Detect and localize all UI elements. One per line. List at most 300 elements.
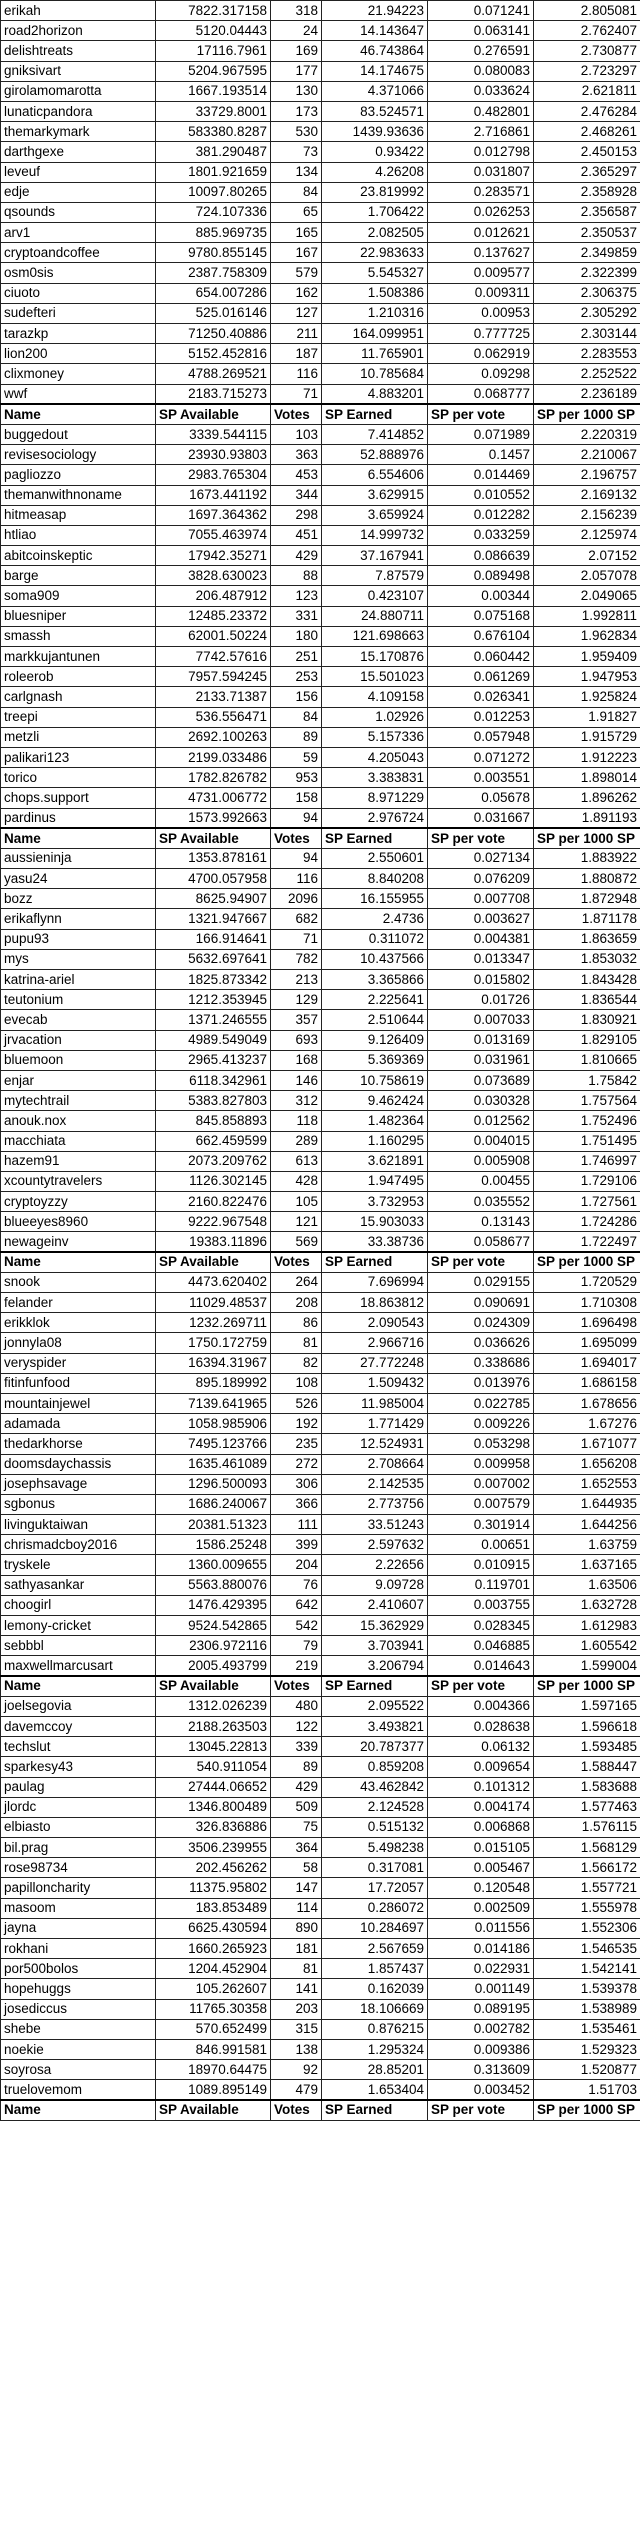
table-row bbox=[1, 647, 640, 667]
table-row bbox=[1, 1171, 640, 1191]
cell-sp-available: 17942.35271 bbox=[156, 546, 271, 566]
cell-name: qsounds bbox=[1, 202, 156, 222]
cell-sp-per-1000: 1.863659 bbox=[534, 929, 640, 949]
cell-sp-per-1000: 2.762407 bbox=[534, 21, 640, 41]
cell-name: wwf bbox=[1, 384, 156, 404]
cell-votes: 264 bbox=[271, 1272, 322, 1292]
cell-sp-earned: 1.02926 bbox=[322, 707, 428, 727]
cell-votes: 318 bbox=[271, 1, 322, 21]
cell-sp-available: 206.487912 bbox=[156, 586, 271, 606]
cell-sp-available: 654.007286 bbox=[156, 283, 271, 303]
table-row bbox=[1, 929, 640, 949]
cell-sp-available: 5152.452816 bbox=[156, 344, 271, 364]
cell-sp-per-1000: 1.898014 bbox=[534, 768, 640, 788]
table-row bbox=[1, 223, 640, 243]
cell-name: themarkymark bbox=[1, 122, 156, 142]
cell-votes: 204 bbox=[271, 1555, 322, 1575]
cell-sp-available: 1312.026239 bbox=[156, 1696, 271, 1716]
cell-sp-per-vote: 0.031961 bbox=[428, 1050, 534, 1070]
table-row bbox=[1, 949, 640, 969]
cell-sp-per-vote: 0.063141 bbox=[428, 21, 534, 41]
table-row bbox=[1, 2039, 640, 2059]
cell-sp-per-1000: 1.605542 bbox=[534, 1636, 640, 1656]
cell-votes: 399 bbox=[271, 1535, 322, 1555]
cell-sp-earned: 0.317081 bbox=[322, 1858, 428, 1878]
cell-name: elbiasto bbox=[1, 1817, 156, 1837]
table-row bbox=[1, 2060, 640, 2080]
cell-name: mountainjewel bbox=[1, 1393, 156, 1413]
cell-sp-per-vote: 0.062919 bbox=[428, 344, 534, 364]
cell-votes: 526 bbox=[271, 1393, 322, 1413]
cell-sp-earned: 14.143647 bbox=[322, 21, 428, 41]
cell-sp-per-1000: 2.805081 bbox=[534, 1, 640, 21]
cell-sp-available: 1673.441192 bbox=[156, 485, 271, 505]
cell-sp-per-1000: 1.959409 bbox=[534, 647, 640, 667]
cell-sp-available: 5632.697641 bbox=[156, 949, 271, 969]
cell-name: lion200 bbox=[1, 344, 156, 364]
cell-sp-per-vote: 0.137627 bbox=[428, 243, 534, 263]
cell-name: metzli bbox=[1, 727, 156, 747]
cell-votes: 105 bbox=[271, 1192, 322, 1212]
cell-votes: 118 bbox=[271, 1111, 322, 1131]
cell-name: truelovemom bbox=[1, 2080, 156, 2100]
cell-votes: 177 bbox=[271, 61, 322, 81]
cell-sp-per-vote: 0.009311 bbox=[428, 283, 534, 303]
cell-sp-per-vote: 0.00455 bbox=[428, 1171, 534, 1191]
cell-sp-earned: 3.629915 bbox=[322, 485, 428, 505]
cell-sp-per-vote: 0.06132 bbox=[428, 1737, 534, 1757]
cell-votes: 953 bbox=[271, 768, 322, 788]
cell-sp-earned: 3.365866 bbox=[322, 970, 428, 990]
table-row bbox=[1, 1494, 640, 1514]
cell-name: paulag bbox=[1, 1777, 156, 1797]
table-row bbox=[1, 1555, 640, 1575]
cell-sp-per-1000: 1.632728 bbox=[534, 1595, 640, 1615]
cell-votes: 59 bbox=[271, 747, 322, 767]
cell-votes: 114 bbox=[271, 1898, 322, 1918]
cell-sp-per-vote: 0.031667 bbox=[428, 808, 534, 828]
cell-sp-per-vote: 0.030328 bbox=[428, 1091, 534, 1111]
header-sp-per-1000: SP per 1000 SP bbox=[534, 2100, 640, 2120]
cell-votes: 682 bbox=[271, 909, 322, 929]
cell-sp-earned: 2.142535 bbox=[322, 1474, 428, 1494]
cell-sp-earned: 4.371066 bbox=[322, 81, 428, 101]
cell-votes: 162 bbox=[271, 283, 322, 303]
cell-name: enjar bbox=[1, 1070, 156, 1090]
cell-sp-available: 1126.302145 bbox=[156, 1171, 271, 1191]
cell-sp-earned: 2.082505 bbox=[322, 223, 428, 243]
cell-name: roleerob bbox=[1, 667, 156, 687]
cell-sp-available: 27444.06652 bbox=[156, 1777, 271, 1797]
table-row bbox=[1, 1111, 640, 1131]
table-row bbox=[1, 606, 640, 626]
cell-name: gniksivart bbox=[1, 61, 156, 81]
cell-sp-per-1000: 1.947953 bbox=[534, 667, 640, 687]
cell-name: xcountytravelers bbox=[1, 1171, 156, 1191]
cell-sp-per-1000: 2.322399 bbox=[534, 263, 640, 283]
table-row bbox=[1, 848, 640, 868]
cell-sp-per-1000: 1.829105 bbox=[534, 1030, 640, 1050]
cell-sp-per-1000: 1.588447 bbox=[534, 1757, 640, 1777]
cell-votes: 344 bbox=[271, 485, 322, 505]
table-row bbox=[1, 465, 640, 485]
cell-sp-available: 1825.873342 bbox=[156, 970, 271, 990]
cell-sp-earned: 7.87579 bbox=[322, 566, 428, 586]
header-name: Name bbox=[1, 404, 156, 424]
cell-name: themanwithnoname bbox=[1, 485, 156, 505]
cell-votes: 298 bbox=[271, 505, 322, 525]
table-row bbox=[1, 1918, 640, 1938]
cell-sp-available: 8625.94907 bbox=[156, 889, 271, 909]
table-row bbox=[1, 1757, 640, 1777]
cell-votes: 86 bbox=[271, 1313, 322, 1333]
cell-votes: 357 bbox=[271, 1010, 322, 1030]
cell-sp-per-1000: 1.720529 bbox=[534, 1272, 640, 1292]
cell-name: josediccus bbox=[1, 1999, 156, 2019]
cell-sp-available: 2965.413237 bbox=[156, 1050, 271, 1070]
cell-sp-per-1000: 2.730877 bbox=[534, 41, 640, 61]
header-sp-earned: SP Earned bbox=[322, 404, 428, 424]
cell-sp-earned: 2.773756 bbox=[322, 1494, 428, 1514]
cell-sp-earned: 2.124528 bbox=[322, 1797, 428, 1817]
cell-name: jrvacation bbox=[1, 1030, 156, 1050]
header-sp-available: SP Available bbox=[156, 828, 271, 848]
cell-votes: 219 bbox=[271, 1656, 322, 1676]
cell-name: pagliozzo bbox=[1, 465, 156, 485]
table-row bbox=[1, 2019, 640, 2039]
cell-votes: 213 bbox=[271, 970, 322, 990]
cell-sp-per-1000: 1.568129 bbox=[534, 1838, 640, 1858]
cell-votes: 480 bbox=[271, 1696, 322, 1716]
table-row bbox=[1, 202, 640, 222]
cell-sp-per-vote: 0.012621 bbox=[428, 223, 534, 243]
cell-votes: 89 bbox=[271, 727, 322, 747]
cell-sp-available: 1321.947667 bbox=[156, 909, 271, 929]
cell-name: anouk.nox bbox=[1, 1111, 156, 1131]
cell-sp-earned: 3.206794 bbox=[322, 1656, 428, 1676]
cell-sp-available: 16394.31967 bbox=[156, 1353, 271, 1373]
cell-votes: 509 bbox=[271, 1797, 322, 1817]
cell-sp-earned: 7.414852 bbox=[322, 424, 428, 444]
cell-sp-earned: 0.876215 bbox=[322, 2019, 428, 2039]
cell-sp-per-vote: 0.007002 bbox=[428, 1474, 534, 1494]
header-name: Name bbox=[1, 1252, 156, 1272]
cell-sp-per-vote: 0.010915 bbox=[428, 1555, 534, 1575]
cell-sp-per-1000: 1.843428 bbox=[534, 970, 640, 990]
cell-sp-per-vote: 0.033259 bbox=[428, 525, 534, 545]
cell-sp-per-1000: 1.596618 bbox=[534, 1716, 640, 1736]
cell-sp-per-vote: 0.00953 bbox=[428, 303, 534, 323]
cell-sp-per-1000: 1.546535 bbox=[534, 1939, 640, 1959]
cell-sp-available: 2005.493799 bbox=[156, 1656, 271, 1676]
cell-name: macchiata bbox=[1, 1131, 156, 1151]
cell-sp-earned: 2.4736 bbox=[322, 909, 428, 929]
cell-sp-per-1000: 1.583688 bbox=[534, 1777, 640, 1797]
cell-name: buggedout bbox=[1, 424, 156, 444]
cell-sp-available: 1346.800489 bbox=[156, 1797, 271, 1817]
cell-sp-per-vote: 0.026341 bbox=[428, 687, 534, 707]
cell-votes: 173 bbox=[271, 101, 322, 121]
cell-sp-per-vote: 0.028345 bbox=[428, 1616, 534, 1636]
cell-sp-available: 1660.265923 bbox=[156, 1939, 271, 1959]
cell-sp-per-vote: 0.301914 bbox=[428, 1515, 534, 1535]
header-name: Name bbox=[1, 1676, 156, 1696]
cell-votes: 116 bbox=[271, 869, 322, 889]
cell-votes: 180 bbox=[271, 626, 322, 646]
cell-sp-per-vote: 0.283571 bbox=[428, 182, 534, 202]
table-row bbox=[1, 1050, 640, 1070]
cell-sp-earned: 1439.93636 bbox=[322, 122, 428, 142]
cell-votes: 141 bbox=[271, 1979, 322, 1999]
cell-sp-per-vote: 0.014469 bbox=[428, 465, 534, 485]
cell-sp-available: 4700.057958 bbox=[156, 869, 271, 889]
cell-sp-per-1000: 1.557721 bbox=[534, 1878, 640, 1898]
cell-sp-available: 9780.855145 bbox=[156, 243, 271, 263]
cell-sp-per-vote: 0.013347 bbox=[428, 949, 534, 969]
cell-name: girolamomarotta bbox=[1, 81, 156, 101]
cell-sp-available: 724.107336 bbox=[156, 202, 271, 222]
cell-sp-earned: 22.983633 bbox=[322, 243, 428, 263]
header-name: Name bbox=[1, 828, 156, 848]
cell-sp-earned: 2.510644 bbox=[322, 1010, 428, 1030]
table-row bbox=[1, 1515, 640, 1535]
cell-sp-per-vote: 0.014186 bbox=[428, 1939, 534, 1959]
cell-votes: 428 bbox=[271, 1171, 322, 1191]
cell-votes: 158 bbox=[271, 788, 322, 808]
header-sp-per-vote: SP per vote bbox=[428, 1676, 534, 1696]
cell-sp-per-vote: 0.482801 bbox=[428, 101, 534, 121]
cell-sp-available: 9524.542865 bbox=[156, 1616, 271, 1636]
table-row bbox=[1, 142, 640, 162]
cell-sp-earned: 2.22656 bbox=[322, 1555, 428, 1575]
table-row bbox=[1, 1212, 640, 1232]
cell-votes: 108 bbox=[271, 1373, 322, 1393]
cell-sp-per-1000: 1.757564 bbox=[534, 1091, 640, 1111]
cell-votes: 181 bbox=[271, 1939, 322, 1959]
cell-sp-per-vote: 0.003755 bbox=[428, 1595, 534, 1615]
cell-sp-per-1000: 2.305292 bbox=[534, 303, 640, 323]
cell-sp-per-vote: 0.00651 bbox=[428, 1535, 534, 1555]
cell-name: htliao bbox=[1, 525, 156, 545]
cell-sp-per-vote: 0.004015 bbox=[428, 1131, 534, 1151]
cell-sp-per-1000: 2.468261 bbox=[534, 122, 640, 142]
cell-sp-earned: 10.785684 bbox=[322, 364, 428, 384]
table-row bbox=[1, 263, 640, 283]
cell-sp-available: 6625.430594 bbox=[156, 1918, 271, 1938]
cell-sp-per-vote: 0.031807 bbox=[428, 162, 534, 182]
cell-name: newageinv bbox=[1, 1232, 156, 1252]
cell-sp-per-vote: 0.004381 bbox=[428, 929, 534, 949]
cell-sp-available: 11375.95802 bbox=[156, 1878, 271, 1898]
cell-name: leveuf bbox=[1, 162, 156, 182]
cell-votes: 130 bbox=[271, 81, 322, 101]
cell-sp-available: 1204.452904 bbox=[156, 1959, 271, 1979]
cell-name: jlordc bbox=[1, 1797, 156, 1817]
table-row bbox=[1, 424, 640, 444]
header-sp-per-vote: SP per vote bbox=[428, 2100, 534, 2120]
cell-sp-earned: 11.765901 bbox=[322, 344, 428, 364]
cell-sp-earned: 18.106669 bbox=[322, 1999, 428, 2019]
cell-sp-per-vote: 0.080083 bbox=[428, 61, 534, 81]
cell-votes: 134 bbox=[271, 162, 322, 182]
cell-sp-per-vote: 0.777725 bbox=[428, 324, 534, 344]
cell-name: road2horizon bbox=[1, 21, 156, 41]
cell-sp-available: 71250.40886 bbox=[156, 324, 271, 344]
cell-sp-per-1000: 1.925824 bbox=[534, 687, 640, 707]
table-row bbox=[1, 990, 640, 1010]
cell-sp-available: 846.991581 bbox=[156, 2039, 271, 2059]
header-votes: Votes bbox=[271, 404, 322, 424]
cell-votes: 366 bbox=[271, 1494, 322, 1514]
cell-sp-earned: 5.498238 bbox=[322, 1838, 428, 1858]
cell-votes: 272 bbox=[271, 1454, 322, 1474]
cell-votes: 339 bbox=[271, 1737, 322, 1757]
cell-votes: 116 bbox=[271, 364, 322, 384]
cell-sp-per-1000: 1.751495 bbox=[534, 1131, 640, 1151]
cell-name: erikaflynn bbox=[1, 909, 156, 929]
table-row bbox=[1, 1797, 640, 1817]
table-row bbox=[1, 1898, 640, 1918]
cell-sp-per-1000: 1.555978 bbox=[534, 1898, 640, 1918]
cell-sp-earned: 17.72057 bbox=[322, 1878, 428, 1898]
cell-name: evecab bbox=[1, 1010, 156, 1030]
cell-sp-available: 10097.80265 bbox=[156, 182, 271, 202]
table-row bbox=[1, 1636, 640, 1656]
cell-sp-per-vote: 0.003627 bbox=[428, 909, 534, 929]
table-row bbox=[1, 1878, 640, 1898]
cell-name: cryptoandcoffee bbox=[1, 243, 156, 263]
cell-sp-per-vote: 0.046885 bbox=[428, 1636, 534, 1656]
cell-sp-earned: 164.099951 bbox=[322, 324, 428, 344]
cell-sp-per-1000: 1.597165 bbox=[534, 1696, 640, 1716]
cell-sp-per-vote: 0.001149 bbox=[428, 1979, 534, 1999]
cell-sp-per-vote: 0.061269 bbox=[428, 667, 534, 687]
cell-name: livinguktaiwan bbox=[1, 1515, 156, 1535]
cell-sp-per-1000: 1.656208 bbox=[534, 1454, 640, 1474]
cell-votes: 94 bbox=[271, 808, 322, 828]
cell-sp-per-vote: 0.026253 bbox=[428, 202, 534, 222]
cell-name: techslut bbox=[1, 1737, 156, 1757]
cell-sp-per-1000: 1.577463 bbox=[534, 1797, 640, 1817]
cell-name: por500bolos bbox=[1, 1959, 156, 1979]
cell-sp-available: 1686.240067 bbox=[156, 1494, 271, 1514]
table-row bbox=[1, 101, 640, 121]
cell-votes: 331 bbox=[271, 606, 322, 626]
cell-sp-available: 2199.033486 bbox=[156, 747, 271, 767]
cell-sp-per-vote: 0.057948 bbox=[428, 727, 534, 747]
table-row bbox=[1, 324, 640, 344]
cell-name: lunaticpandora bbox=[1, 101, 156, 121]
cell-sp-per-1000: 1.75842 bbox=[534, 1070, 640, 1090]
table-row bbox=[1, 1454, 640, 1474]
cell-name: bluesniper bbox=[1, 606, 156, 626]
cell-name: rose98734 bbox=[1, 1858, 156, 1878]
cell-sp-per-vote: 0.014643 bbox=[428, 1656, 534, 1676]
cell-votes: 65 bbox=[271, 202, 322, 222]
cell-sp-per-1000: 1.538989 bbox=[534, 1999, 640, 2019]
cell-votes: 315 bbox=[271, 2019, 322, 2039]
cell-sp-available: 1232.269711 bbox=[156, 1313, 271, 1333]
cell-votes: 89 bbox=[271, 1757, 322, 1777]
cell-sp-earned: 1.295324 bbox=[322, 2039, 428, 2059]
cell-votes: 312 bbox=[271, 1091, 322, 1111]
cell-sp-available: 20381.51323 bbox=[156, 1515, 271, 1535]
cell-sp-per-1000: 2.306375 bbox=[534, 283, 640, 303]
cell-sp-earned: 10.758619 bbox=[322, 1070, 428, 1090]
cell-votes: 129 bbox=[271, 990, 322, 1010]
cell-name: bluemoon bbox=[1, 1050, 156, 1070]
header-sp-available: SP Available bbox=[156, 2100, 271, 2120]
cell-sp-per-vote: 0.007579 bbox=[428, 1494, 534, 1514]
cell-sp-earned: 7.696994 bbox=[322, 1272, 428, 1292]
cell-sp-per-vote: 0.013169 bbox=[428, 1030, 534, 1050]
table-row bbox=[1, 1616, 640, 1636]
cell-sp-available: 1573.992663 bbox=[156, 808, 271, 828]
cell-sp-per-vote: 0.086639 bbox=[428, 546, 534, 566]
cell-name: treepi bbox=[1, 707, 156, 727]
table-row bbox=[1, 1030, 640, 1050]
cell-votes: 364 bbox=[271, 1838, 322, 1858]
cell-name: joelsegovia bbox=[1, 1696, 156, 1716]
cell-sp-per-vote: 0.05678 bbox=[428, 788, 534, 808]
cell-votes: 121 bbox=[271, 1212, 322, 1232]
header-sp-available: SP Available bbox=[156, 1252, 271, 1272]
cell-votes: 890 bbox=[271, 1918, 322, 1938]
cell-votes: 127 bbox=[271, 303, 322, 323]
cell-sp-per-vote: 0.033624 bbox=[428, 81, 534, 101]
table-row bbox=[1, 1656, 640, 1676]
header-sp-per-1000: SP per 1000 SP bbox=[534, 404, 640, 424]
cell-sp-earned: 3.383831 bbox=[322, 768, 428, 788]
cell-sp-per-1000: 1.576115 bbox=[534, 1817, 640, 1837]
cell-sp-available: 166.914641 bbox=[156, 929, 271, 949]
cell-sp-earned: 18.863812 bbox=[322, 1293, 428, 1313]
table-row bbox=[1, 21, 640, 41]
cell-sp-per-1000: 1.644935 bbox=[534, 1494, 640, 1514]
cell-votes: 123 bbox=[271, 586, 322, 606]
table-row bbox=[1, 1777, 640, 1797]
cell-sp-per-vote: 0.338686 bbox=[428, 1353, 534, 1373]
table-row bbox=[1, 1979, 640, 1999]
cell-sp-per-1000: 1.552306 bbox=[534, 1918, 640, 1938]
cell-votes: 253 bbox=[271, 667, 322, 687]
cell-sp-per-vote: 0.276591 bbox=[428, 41, 534, 61]
cell-name: tarazkp bbox=[1, 324, 156, 344]
cell-votes: 569 bbox=[271, 1232, 322, 1252]
cell-sp-available: 570.652499 bbox=[156, 2019, 271, 2039]
cell-votes: 169 bbox=[271, 41, 322, 61]
cell-sp-earned: 5.545327 bbox=[322, 263, 428, 283]
table-row bbox=[1, 566, 640, 586]
cell-sp-per-vote: 0.004366 bbox=[428, 1696, 534, 1716]
cell-sp-available: 1371.246555 bbox=[156, 1010, 271, 1030]
cell-sp-earned: 52.888976 bbox=[322, 445, 428, 465]
cell-votes: 235 bbox=[271, 1434, 322, 1454]
cell-sp-per-vote: 0.009226 bbox=[428, 1414, 534, 1434]
cell-sp-available: 540.911054 bbox=[156, 1757, 271, 1777]
cell-sp-earned: 2.410607 bbox=[322, 1595, 428, 1615]
cell-sp-per-1000: 2.621811 bbox=[534, 81, 640, 101]
cell-sp-earned: 2.708664 bbox=[322, 1454, 428, 1474]
table-row bbox=[1, 1333, 640, 1353]
cell-sp-per-1000: 1.872948 bbox=[534, 889, 640, 909]
cell-sp-earned: 1.771429 bbox=[322, 1414, 428, 1434]
table-row bbox=[1, 1838, 640, 1858]
cell-sp-available: 5383.827803 bbox=[156, 1091, 271, 1111]
cell-votes: 693 bbox=[271, 1030, 322, 1050]
cell-sp-earned: 2.567659 bbox=[322, 1939, 428, 1959]
header-row bbox=[1, 1676, 640, 1696]
